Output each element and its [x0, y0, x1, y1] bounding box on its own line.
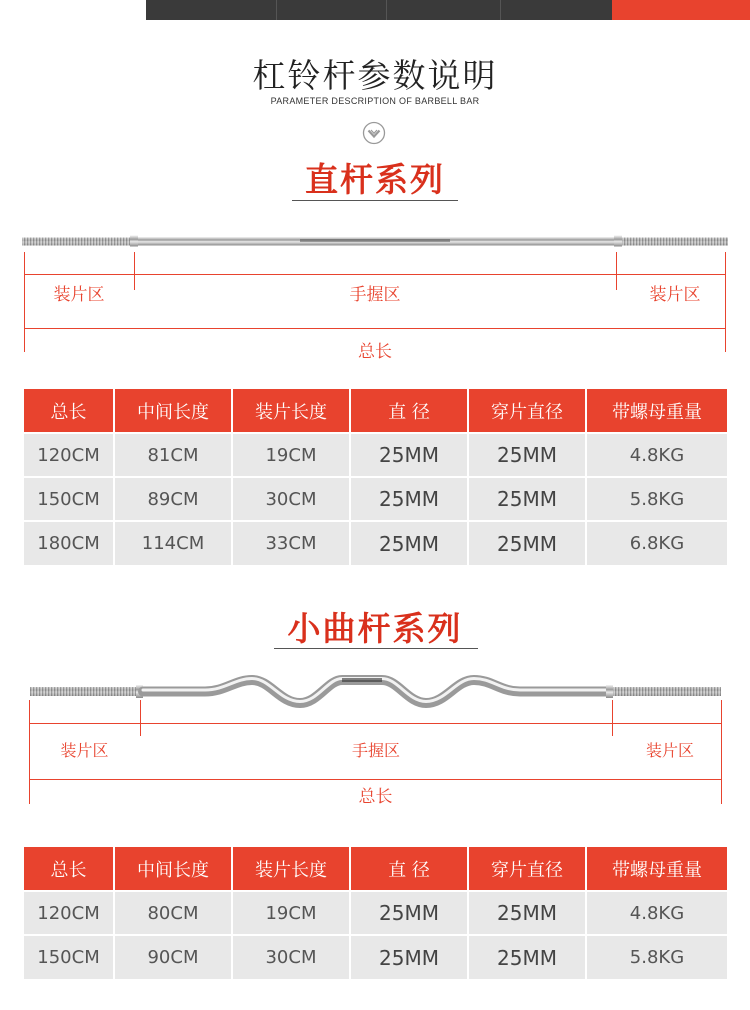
table-header-row	[24, 847, 727, 891]
nav-item-active[interactable]	[612, 0, 750, 20]
table-cell: 25MM	[350, 521, 468, 565]
header-plate-length: 装片长度	[232, 847, 350, 891]
table-cell: 30CM	[232, 935, 350, 979]
table-row	[24, 521, 727, 565]
table-cell: 25MM	[350, 477, 468, 521]
dimension-tick	[612, 700, 613, 736]
series-underline	[274, 648, 478, 649]
table-cell: 150CM	[24, 477, 114, 521]
nav-divider	[500, 0, 501, 20]
table-cell: 114CM	[114, 521, 232, 565]
grip-zone-label: 手握区	[351, 741, 400, 760]
straight-series-title: 直杆系列	[305, 160, 445, 199]
header-middle-length: 中间长度	[114, 847, 232, 891]
table-cell: 4.8KG	[586, 891, 727, 935]
table-cell: 4.8KG	[586, 433, 727, 477]
table-row	[24, 433, 727, 477]
table-cell: 25MM	[350, 935, 468, 979]
dimension-line	[29, 779, 722, 780]
dimension-line	[24, 274, 726, 275]
header-diameter: 直 径	[350, 389, 468, 433]
grip-zone-label: 手握区	[349, 285, 401, 305]
dimension-line	[24, 328, 726, 329]
table-cell: 120CM	[24, 891, 114, 935]
nav-item-3[interactable]	[396, 0, 496, 20]
page-subtitle: PARAMETER DESCRIPTION OF BARBELL BAR	[270, 96, 480, 106]
dimension-tick	[140, 700, 141, 736]
table-cell: 120CM	[24, 433, 114, 477]
page-title: 杠铃杆参数说明	[252, 56, 498, 95]
chevron-down-icon	[362, 121, 386, 145]
curl-spec-table	[24, 847, 727, 979]
table-cell: 6.8KG	[586, 521, 727, 565]
table-cell: 180CM	[24, 521, 114, 565]
table-cell: 89CM	[114, 477, 232, 521]
straight-spec-table	[24, 389, 727, 565]
header-total-length: 总长	[24, 389, 114, 433]
table-cell: 5.8KG	[586, 935, 727, 979]
header-weight: 带螺母重量	[586, 389, 727, 433]
header-diameter: 直 径	[350, 847, 468, 891]
table-cell: 25MM	[350, 891, 468, 935]
plate-zone-label: 装片区	[645, 741, 694, 760]
table-cell: 150CM	[24, 935, 114, 979]
straight-barbell-image	[0, 230, 750, 252]
table-row	[24, 477, 727, 521]
curl-series-title: 小曲杆系列	[287, 609, 463, 648]
table-cell: 80CM	[114, 891, 232, 935]
top-nav	[0, 0, 750, 20]
table-cell: 19CM	[232, 891, 350, 935]
header-weight: 带螺母重量	[586, 847, 727, 891]
header-plate-diameter: 穿片直径	[468, 389, 586, 433]
plate-zone-label: 装片区	[649, 285, 701, 305]
table-cell: 25MM	[350, 433, 468, 477]
header-middle-length: 中间长度	[114, 389, 232, 433]
table-cell: 30CM	[232, 477, 350, 521]
header-plate-diameter: 穿片直径	[468, 847, 586, 891]
curl-barbell-image	[0, 672, 750, 716]
table-cell: 5.8KG	[586, 477, 727, 521]
table-cell: 25MM	[468, 433, 586, 477]
total-length-label: 总长	[358, 787, 393, 807]
plate-zone-label: 装片区	[60, 741, 109, 760]
table-row	[24, 935, 727, 979]
table-row	[24, 891, 727, 935]
table-cell: 25MM	[468, 521, 586, 565]
nav-divider	[276, 0, 277, 20]
table-cell: 25MM	[468, 891, 586, 935]
dimension-line	[29, 723, 722, 724]
nav-item-2[interactable]	[286, 0, 381, 20]
table-cell: 25MM	[468, 477, 586, 521]
nav-item-4[interactable]	[510, 0, 605, 20]
nav-divider	[386, 0, 387, 20]
plate-zone-label: 装片区	[53, 285, 105, 305]
total-length-label: 总长	[358, 342, 392, 362]
header-plate-length: 装片长度	[232, 389, 350, 433]
table-cell: 81CM	[114, 433, 232, 477]
table-cell: 90CM	[114, 935, 232, 979]
table-header-row	[24, 389, 727, 433]
table-cell: 19CM	[232, 433, 350, 477]
nav-item-1[interactable]	[170, 0, 270, 20]
table-cell: 25MM	[468, 935, 586, 979]
header-total-length: 总长	[24, 847, 114, 891]
table-cell: 33CM	[232, 521, 350, 565]
series-underline	[292, 200, 458, 201]
